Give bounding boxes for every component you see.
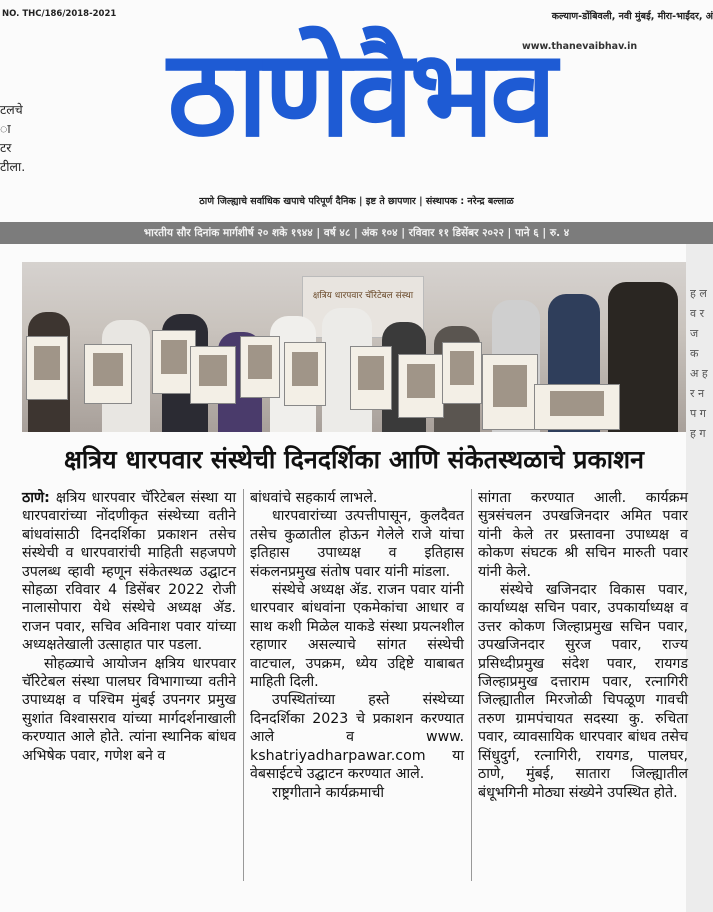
date-info-bar: भारतीय सौर दिनांक मार्गशीर्ष २० शके १९४४ | वर्ष ४८ | अंक १०४ | रविवार ११ डिसेंबर २०२२ | पाने ६ | रु. ४	[0, 222, 713, 244]
article-paragraph	[250, 691, 464, 783]
article-column-1	[22, 489, 236, 765]
article-paragraph: बांधवांचे सहकार्य लाभले.	[250, 490, 378, 506]
article-headline: क्षत्रिय धारपवार संस्थेची दिनदर्शिका आणि संकेतस्थळाचे प्रकाशन	[63, 445, 645, 474]
calendar-held	[190, 346, 236, 404]
calendar-held	[350, 346, 392, 410]
left-column-fragment	[0, 100, 25, 176]
fragment-line: ा	[0, 121, 11, 136]
fragment-line: टलचे	[0, 102, 23, 117]
article-paragraph	[250, 784, 464, 802]
article-paragraph	[250, 581, 464, 691]
article-paragraph	[22, 655, 236, 765]
fragment-line: टर	[0, 140, 12, 155]
paragraph-text: क्षत्रिय धारपवार चॅरिटेबल संस्था या धारपवारांच्या नोंदणीकृत संस्थेच्या वतीने बांधवांसाठी दिनदर्शिका प्रकाशन तसेच संस्थेची व धारपवारांची माहिती सहजपणे उपलब्ध व्हावी म्हणून संकेतस्थळ उद्घाटन सोहळा रविवार 4 डिसेंबर 2022 रोजी नालासोपारा येथे संस्थेचे अध्यक्ष ॲड. राजन पवार, सचिव अविनाश पवार यांच्या अध्यक्षतेखाली उत्साहात पार पडला.	[22, 490, 236, 654]
column-rule	[243, 489, 244, 881]
fragment-line: टीला.	[0, 159, 26, 174]
masthead-tagline: ठाणे जिल्ह्याचे सर्वाधिक खपाचे परिपूर्ण दैनिक | इष्ट ते छापणार | संस्थापक : नरेन्द्र बल्लाळ	[199, 196, 514, 207]
article-column-2	[250, 489, 464, 802]
calendar-held	[240, 336, 280, 398]
paragraph-text: धारपवारांच्या उत्पत्तीपासून, कुलदैवत तसेच कुळातील होऊन गेलेले राजे यांचा इतिहास उपाध्यक्ष व इतिहास संकलनप्रमुख संतोष पवार यांनी मांडला.	[250, 508, 464, 580]
paragraph-text: संस्थेचे खजिनदार विकास पवार, कार्याध्यक्ष सचिन पवार, उपकार्याध्यक्ष व उत्तर कोकण जिल्हाप्रमुख सचिन पवार, उपखजिनदार सुरज पवार, राज्य प्रसिध्दीप्रमुख संदेश पवार, रायगड जिल्हाप्रमुख दत्ताराम पवार, रत्नागिरी जिल्ह्यातील मिरजोळी चिपळूण गावची तरुण ग्रामपंचायत सदस्या कु. रुचिता पवार, व्यावसायिक धारपवार बांधव तसेच सिंधुदुर्ग, रत्नागिरी, रायगड, पालघर, ठाणे, मुंबई, सातारा जिल्ह्यातील बंधूभगिनी मोठ्या संख्येने उपस्थित होते.	[478, 582, 688, 801]
paragraph-text: राष्ट्रगीताने कार्यक्रमाची	[272, 784, 385, 801]
registration-number: NO. THC/186/2018-2021	[2, 9, 117, 19]
article-paragraph: सांगता करण्यात आली. कार्यक्रम सुत्रसंचलन उपखजिनदार अमित पवार यांनी केले तर प्रस्तावना उपाध्यक्ष व कोकण संघटक श्री सचिन मारुती पवार यांनी केले.	[478, 490, 688, 580]
calendar-held	[442, 342, 482, 404]
calendar-held	[84, 344, 132, 404]
calendar-held	[398, 354, 444, 418]
column-rule	[471, 489, 472, 881]
website-url: www.thanevaibhav.in	[522, 41, 638, 52]
calendar-held	[482, 354, 538, 430]
article-paragraph	[478, 581, 688, 802]
article-column-3	[478, 489, 688, 802]
dateline: ठाणे:	[22, 490, 50, 506]
article-paragraph	[22, 489, 236, 655]
calendar-held	[284, 342, 326, 406]
masthead-title: ठाणेवैभव	[167, 25, 553, 164]
photo-banner-text: क्षत्रिय धारपवार चॅरिटेबल संस्था	[312, 291, 414, 301]
paragraph-text: संस्थेचे अध्यक्ष ॲड. राजन पवार यांनी धारपवार बांधवांना एकमेकांचा आधार व साथ कशी मिळेल याकडे संस्था प्रयत्नशील रहाणार असल्याचे सांगत संस्थेची वाटचाल, उपक्रम, ध्येय उद्दिष्टे याबाबत माहिती दिली.	[250, 582, 464, 691]
paragraph-text: उपस्थितांच्या हस्ते संस्थेच्या दिनदर्शिका 2023 चे प्रकाशन करण्यात आले व www. kshatriyadharpawar.com या वेबसाईटचे उद्घाटन करण्यात आले.	[250, 692, 464, 783]
article-paragraph	[250, 507, 464, 581]
calendar-held	[534, 384, 620, 430]
adjacent-page-glyphs: ह ल व र ज क अ ह र न प ग ह ग	[690, 287, 708, 440]
event-photo	[22, 262, 686, 432]
edition-cities: कल्याण-डोंबिवली, नवी मुंबई, मीरा-भाईंदर, अं	[551, 11, 713, 22]
paragraph-text: सोहळ्याचे आयोजन क्षत्रिय धारपवार चॅरिटेबल संस्था पालघर विभागाच्या वतीने उपाध्यक्ष व पश्चिम मुंबई उपनगर प्रमुख सुशांत विश्वासराव यांच्या मार्गदर्शनाखाली करण्यात आले होते. त्यांना स्थानिक बांधव अभिषेक पवार, गणेश बने व	[22, 655, 236, 764]
adjacent-page-edge	[686, 244, 713, 912]
calendar-held	[26, 336, 68, 400]
